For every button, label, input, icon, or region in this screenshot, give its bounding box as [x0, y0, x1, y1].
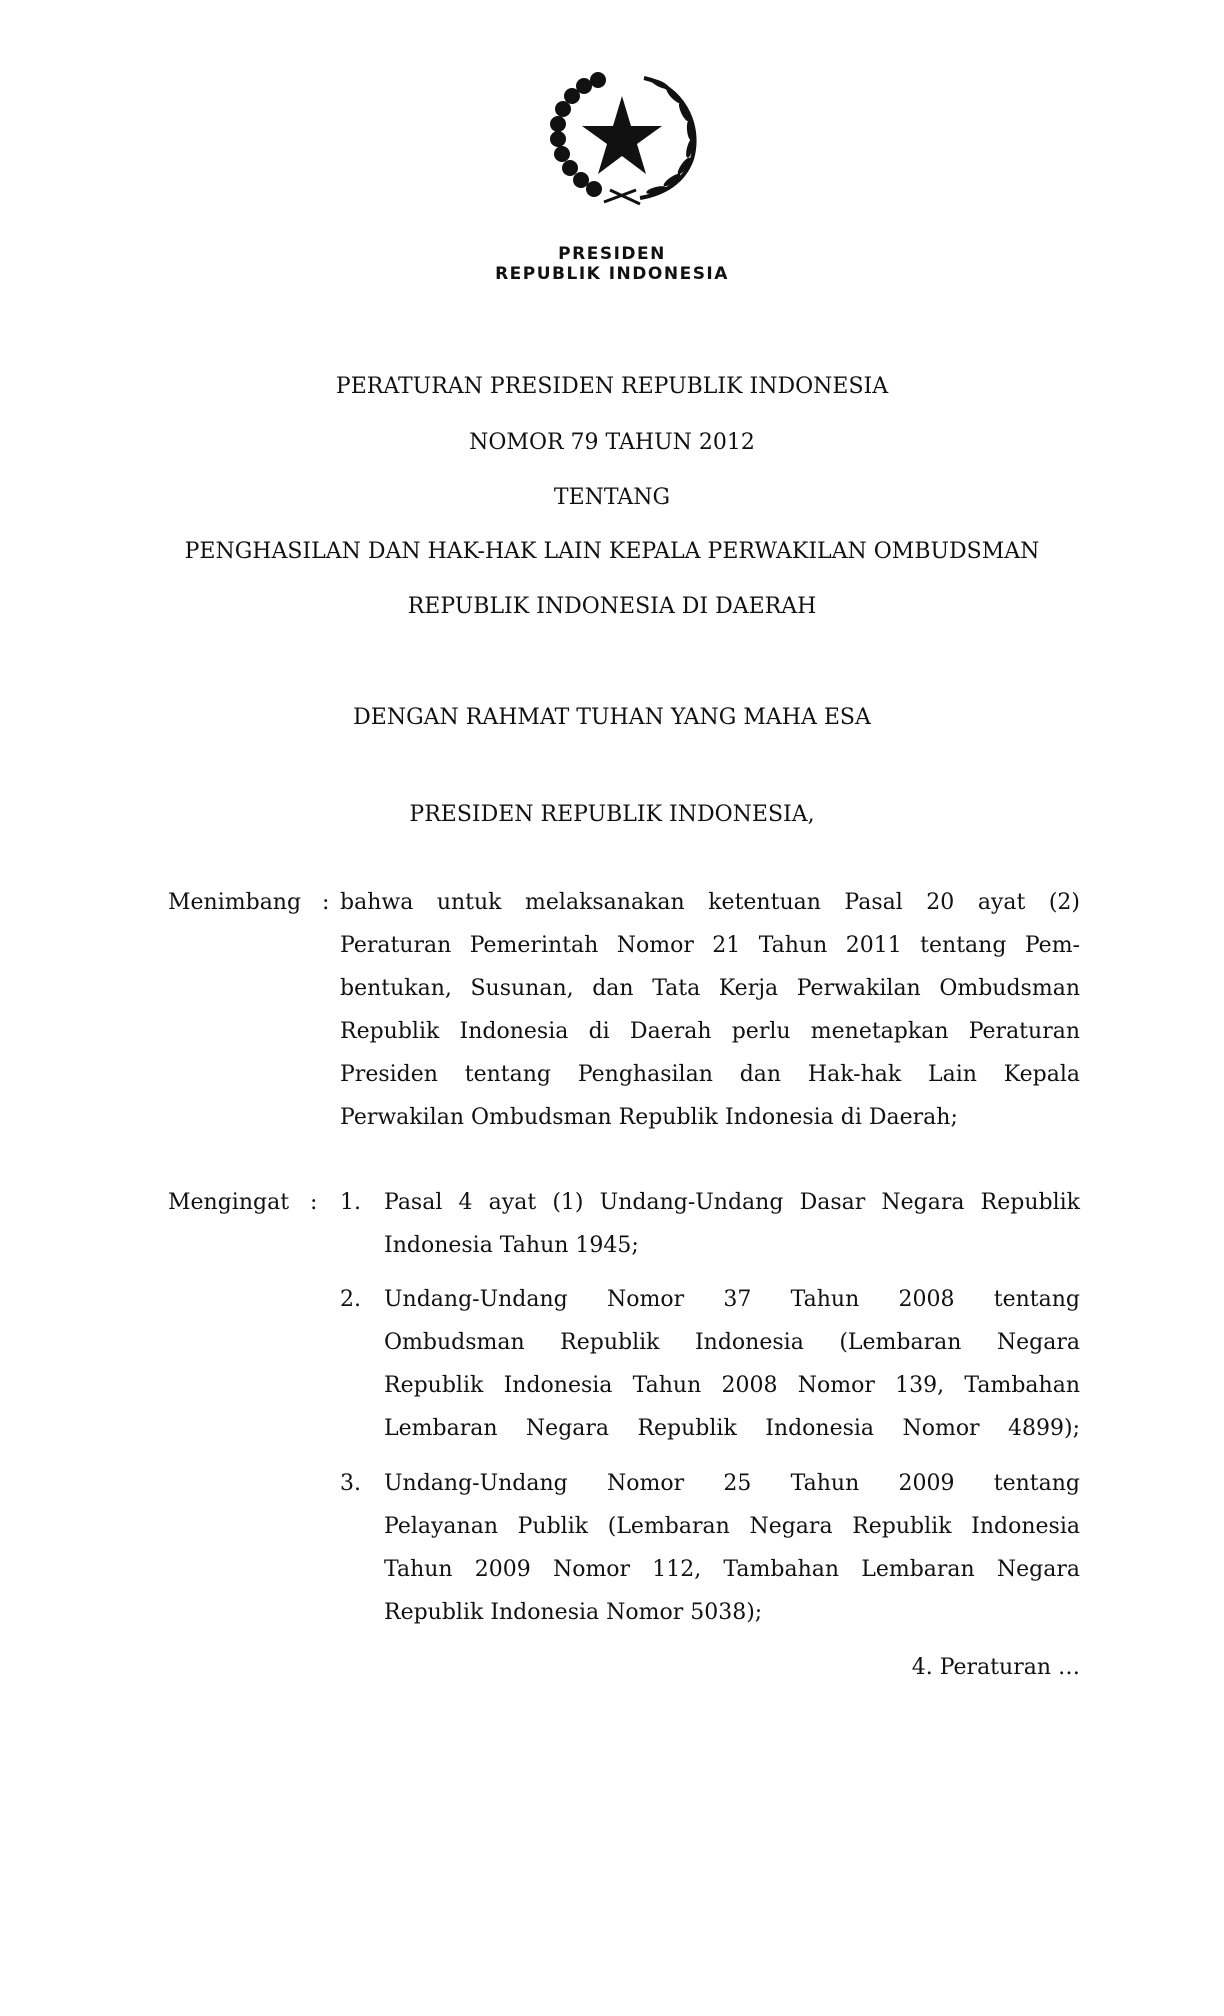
- title-number: NOMOR 79 TAHUN 2012: [469, 430, 755, 455]
- letterhead-line-2: REPUBLIK INDONESIA: [495, 264, 729, 284]
- text-line: Republik Indonesia Tahun 2008 Nomor 139, Tambahan: [384, 1373, 1080, 1398]
- item-number: 3.: [340, 1471, 361, 1496]
- text-line: Lembaran Negara Republik Indonesia Nomor 4899);: [384, 1416, 1080, 1441]
- text-line: Undang-Undang Nomor 37 Tahun 2008 tentang: [384, 1287, 1080, 1312]
- text-line: Presiden tentang Penghasilan dan Hak-hak Lain Kepala: [340, 1062, 1080, 1087]
- mengingat-item-2: [384, 1278, 1080, 1450]
- text-line: Republik Indonesia Nomor 5038);: [384, 1600, 763, 1625]
- title-subject-1: PENGHASILAN DAN HAK-HAK LAIN KEPALA PERWAKILAN OMBUDSMAN: [184, 539, 1040, 564]
- text-line: Tahun 2009 Nomor 112, Tambahan Lembaran Negara: [384, 1557, 1080, 1582]
- title-subject-2: REPUBLIK INDONESIA DI DAERAH: [407, 594, 817, 619]
- text-line: bahwa untuk melaksanakan ketentuan Pasal 20 ayat (2): [340, 890, 1080, 915]
- title-line-1: PERATURAN PRESIDEN REPUBLIK INDONESIA: [335, 374, 889, 399]
- text-line: Undang-Undang Nomor 25 Tahun 2009 tentang: [384, 1471, 1080, 1496]
- text-line: Perwakilan Ombudsman Republik Indonesia di Daerah;: [340, 1105, 958, 1130]
- mengingat-item-1: [384, 1181, 1080, 1267]
- text-line: bentukan, Susunan, dan Tata Kerja Perwakilan Ombudsman: [340, 976, 1080, 1001]
- mengingat-colon: :: [310, 1190, 318, 1215]
- text-line: Pelayanan Publik (Lembaran Negara Republik Indonesia: [384, 1514, 1080, 1539]
- continuation-marker: 4. Peraturan …: [911, 1655, 1080, 1680]
- item-number: 1.: [340, 1190, 361, 1215]
- letterhead-line-1: PRESIDEN: [558, 244, 666, 264]
- menimbang-colon: :: [322, 890, 330, 915]
- menimbang-label: Menimbang: [168, 890, 302, 915]
- president-heading: PRESIDEN REPUBLIK INDONESIA,: [409, 802, 815, 827]
- text-line: Republik Indonesia di Daerah perlu menetapkan Peraturan: [340, 1019, 1080, 1044]
- text-line: Ombudsman Republik Indonesia (Lembaran Negara: [384, 1330, 1080, 1355]
- mengingat-label: Mengingat: [168, 1190, 290, 1215]
- text-line: Peraturan Pemerintah Nomor 21 Tahun 2011 tentang Pem-: [340, 933, 1080, 958]
- invocation: DENGAN RAHMAT TUHAN YANG MAHA ESA: [353, 705, 871, 730]
- text-line: Indonesia Tahun 1945;: [384, 1233, 639, 1258]
- presidential-seal-emblem: [532, 64, 712, 214]
- item-number: 2.: [340, 1287, 361, 1312]
- mengingat-item-3: [384, 1462, 1080, 1634]
- menimbang-paragraph: [340, 881, 1080, 1139]
- title-tentang: TENTANG: [553, 485, 671, 510]
- text-line: Pasal 4 ayat (1) Undang-Undang Dasar Negara Republik: [384, 1190, 1080, 1215]
